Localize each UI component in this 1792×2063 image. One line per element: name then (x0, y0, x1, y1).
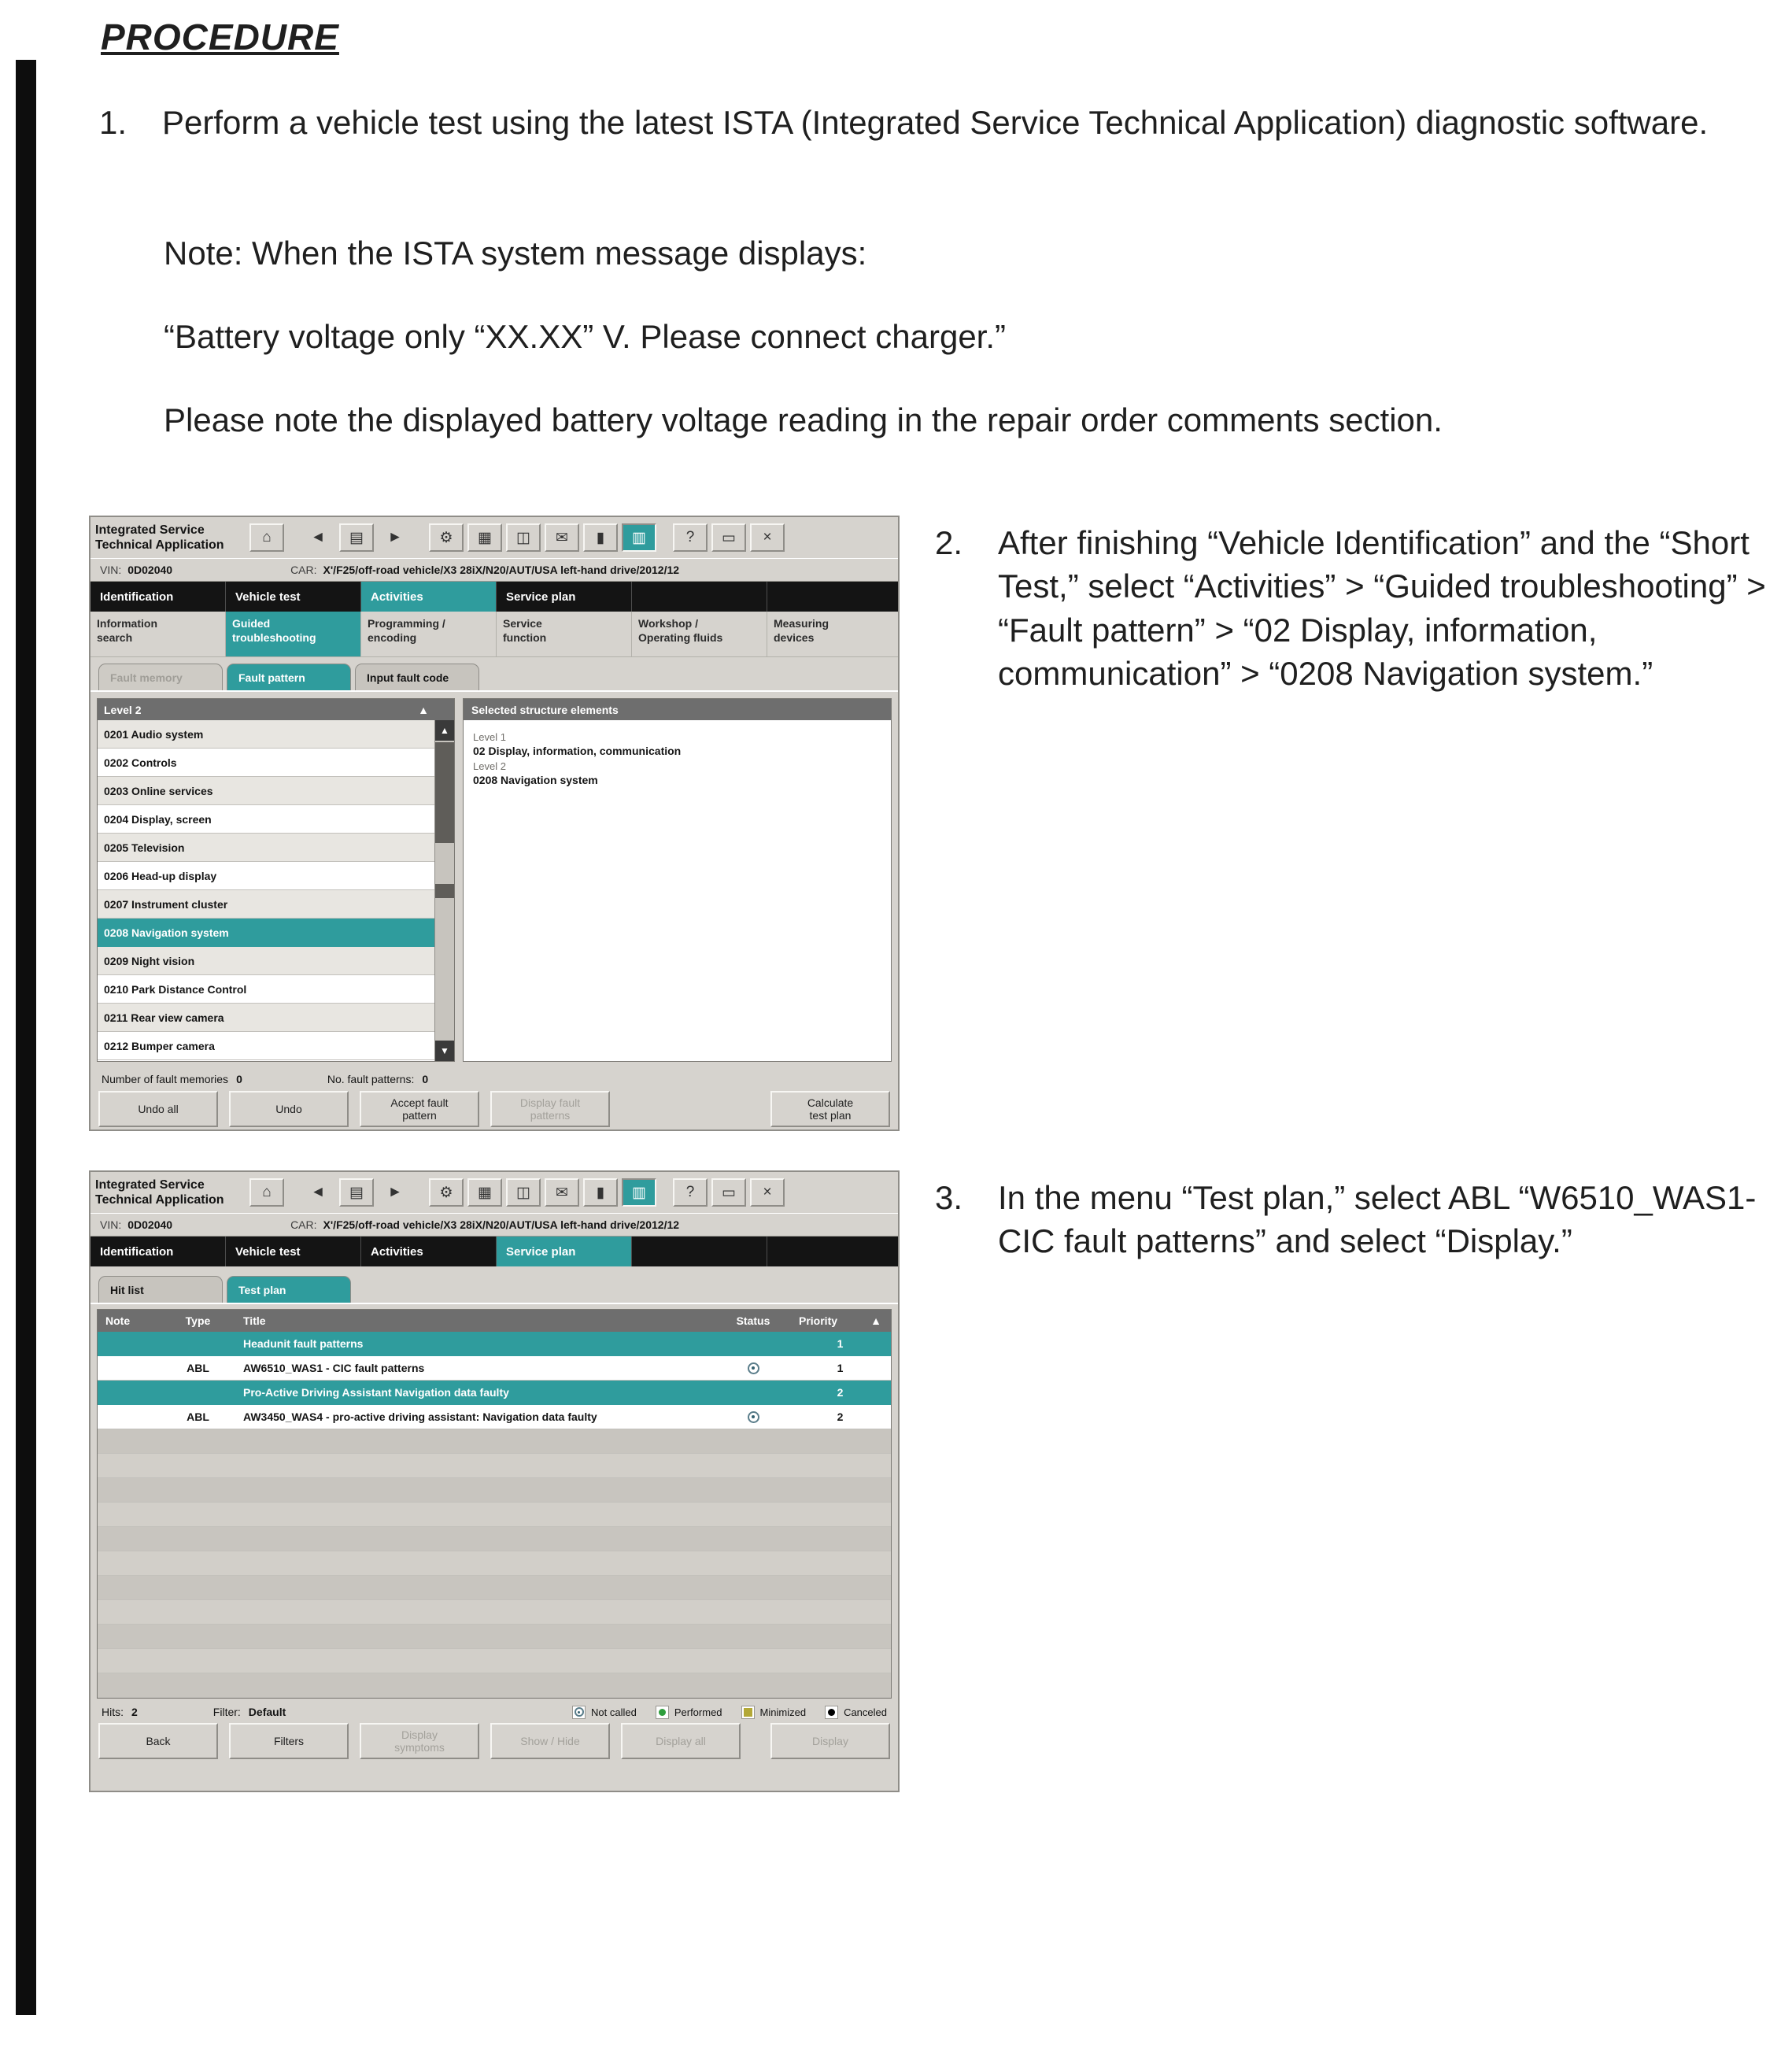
tab-fault-pattern[interactable]: Fault pattern (227, 664, 351, 690)
step-1 (99, 101, 1761, 144)
tab-guided-troubleshooting[interactable]: Guided troubleshooting (226, 612, 361, 656)
scroll-up-icon[interactable]: ▲ (435, 720, 454, 741)
test-plan-content (91, 1304, 898, 1702)
minimize-button[interactable] (711, 523, 746, 552)
list-item[interactable]: 0203 Online services (98, 777, 436, 805)
tab-service-plan[interactable]: Service plan (497, 582, 632, 612)
battery-button[interactable] (583, 523, 618, 552)
tab-empty (632, 582, 767, 612)
car-label: CAR: (290, 564, 317, 576)
connection-icon: ◫ (516, 529, 530, 546)
app-title-line1: Integrated Service (95, 1178, 205, 1192)
close-button[interactable] (750, 1178, 785, 1207)
help-icon: ? (685, 529, 695, 545)
table-row-empty (98, 1503, 891, 1527)
test-plan-table (97, 1309, 892, 1699)
hits-value: 2 (131, 1706, 138, 1718)
connection-button[interactable] (506, 523, 541, 552)
step-1-note-2: Please note the displayed battery voltage reading in the repair order comments section. (164, 401, 1443, 438)
close-icon: × (763, 1184, 772, 1200)
scrollbar-thumb[interactable] (435, 742, 454, 843)
measuring-devices-button[interactable] (622, 523, 656, 552)
window-titlebar (91, 1172, 898, 1213)
tab-vehicle-test[interactable]: Vehicle test (226, 1237, 361, 1266)
display-fault-patterns-button: Display fault patterns (490, 1091, 610, 1127)
table-row-empty (98, 1673, 891, 1698)
sub-tab-bar (91, 1273, 898, 1304)
fault-patterns-value: 0 (422, 1073, 429, 1085)
home-button[interactable] (249, 1178, 284, 1207)
legend-not-called: Not called (572, 1706, 637, 1719)
vehicle-button[interactable] (339, 523, 374, 552)
undo-button[interactable]: Undo (229, 1091, 349, 1127)
canceled-icon (825, 1706, 838, 1719)
spacer-strip (91, 1266, 898, 1273)
vehicle-info-bar (91, 558, 898, 582)
table-row-empty (98, 1527, 891, 1551)
battery-icon: ▮ (596, 1184, 605, 1201)
step-2-text: After finishing “Vehicle Identification” and the “Short Test,” select “Activities” > “Guided troubleshooting” > “Fault pattern” > “02 Display, information, communication” > “0208 Navigation system.” (998, 524, 1766, 693)
vin-label: VIN: (100, 564, 122, 576)
tab-vehicle-test[interactable]: Vehicle test (226, 582, 361, 612)
column-header-type[interactable]: Type (185, 1314, 211, 1327)
nav-forward-button[interactable] (378, 523, 412, 552)
step-1-quote: “Battery voltage only “XX.XX” V. Please connect charger.” (164, 318, 1006, 355)
minimize-icon: ▭ (722, 529, 736, 546)
help-icon: ? (685, 1184, 695, 1200)
table-row-empty (98, 1576, 891, 1600)
tab-identification[interactable]: Identification (91, 582, 226, 612)
action-button-row (91, 1090, 898, 1131)
fault-memories-label: Number of fault memories (102, 1073, 229, 1085)
level2-list-header[interactable] (98, 699, 454, 720)
selected-structure-panel (463, 698, 892, 1062)
fault-memories-value: 0 (236, 1073, 242, 1085)
show-hide-button: Show / Hide (490, 1723, 610, 1759)
column-header-note[interactable]: Note (105, 1314, 131, 1327)
battery-button[interactable] (583, 1178, 618, 1207)
tab-empty (632, 1237, 767, 1266)
list-item[interactable]: 0211 Rear view camera (98, 1004, 436, 1032)
status-not-called-icon (748, 1362, 759, 1374)
help-button[interactable] (673, 523, 708, 552)
sort-asc-icon[interactable]: ▲ (418, 703, 429, 716)
table-row-empty (98, 1478, 891, 1503)
arrow-left-icon: ◄ (310, 1184, 326, 1200)
table-row-abl-w6510[interactable]: ABL AW6510_WAS1 - CIC fault patterns 1 (98, 1356, 891, 1381)
column-header-title[interactable]: Title (243, 1314, 266, 1327)
list-item[interactable]: 0206 Head-up display (98, 862, 436, 890)
workshop-icon: ▦ (478, 529, 492, 546)
vin-value: 0D02040 (127, 1218, 173, 1231)
step-1-note: Note: When the ISTA system message displays: (164, 235, 867, 272)
list-item[interactable]: 0212 Bumper camera (98, 1032, 436, 1060)
tab-empty (767, 582, 900, 612)
battery-icon: ▮ (596, 529, 605, 546)
vin-value: 0D02040 (127, 564, 173, 576)
fault-patterns-label: No. fault patterns: (327, 1073, 415, 1085)
tab-empty (767, 1237, 900, 1266)
wrench-icon: ⚙ (439, 529, 453, 546)
arrow-right-icon: ► (387, 1184, 403, 1200)
list-item[interactable]: 0201 Audio system (98, 720, 436, 749)
page-title: PROCEDURE (101, 17, 339, 57)
counters-row (91, 1068, 898, 1090)
display-all-button: Display all (621, 1723, 741, 1759)
hits-label: Hits: (102, 1706, 124, 1718)
undo-all-button[interactable]: Undo all (98, 1091, 218, 1127)
step-3-text: In the menu “Test plan,” select ABL “W6510_WAS1-CIC fault patterns” and select “Display.” (998, 1179, 1757, 1260)
minimize-button[interactable] (711, 1178, 746, 1207)
status-legend (572, 1706, 887, 1719)
action-button-row (91, 1722, 898, 1765)
list-item[interactable]: 0202 Controls (98, 749, 436, 777)
vin-label: VIN: (100, 1218, 122, 1231)
mail-icon: ✉ (556, 1184, 568, 1201)
measuring-icon: ▥ (632, 1184, 646, 1201)
level1-label: Level 1 (473, 731, 506, 743)
wrench-icon: ⚙ (439, 1184, 453, 1201)
app-title (95, 1178, 249, 1207)
measuring-devices-button[interactable] (622, 1178, 656, 1207)
help-button[interactable] (673, 1178, 708, 1207)
step-2 (935, 521, 1786, 696)
table-row-empty (98, 1429, 891, 1454)
tab-measuring-devices[interactable]: Measuring devices (767, 612, 900, 656)
table-row-group-header[interactable]: Headunit fault patterns 1 (98, 1332, 891, 1356)
mail-icon: ✉ (556, 529, 568, 546)
tab-service-plan[interactable]: Service plan (497, 1237, 632, 1266)
minimized-icon (741, 1706, 755, 1719)
table-row-group-header[interactable]: Pro-Active Driving Assistant Navigation data faulty 2 (98, 1381, 891, 1405)
workshop-icon: ▦ (478, 1184, 492, 1201)
list-item[interactable]: 0209 Night vision (98, 947, 436, 975)
toolbar (249, 523, 785, 552)
filter-label: Filter: (212, 1706, 241, 1718)
connection-icon: ◫ (516, 1184, 530, 1201)
level2-list (97, 698, 455, 1062)
app-title (95, 523, 249, 553)
step-1-text: Perform a vehicle test using the latest ISTA (Integrated Service Technical Application) diagnostic software. (162, 104, 1709, 141)
sort-asc-icon: ▲ (870, 1314, 881, 1327)
tab-hit-list[interactable]: Hit list (98, 1276, 223, 1303)
ista-window-test-plan (89, 1170, 900, 1792)
list-item[interactable]: 0210 Park Distance Control (98, 975, 436, 1004)
level2-label: Level 2 (104, 703, 142, 716)
list-item[interactable]: 0205 Television (98, 834, 436, 862)
left-margin-bar (16, 60, 36, 2015)
wrench-button[interactable] (429, 523, 464, 552)
home-button[interactable] (249, 523, 284, 552)
table-header-row (98, 1310, 891, 1332)
tab-input-fault-code[interactable]: Input fault code (355, 664, 479, 690)
arrow-right-icon: ► (387, 529, 403, 545)
nav-back-button[interactable] (301, 523, 335, 552)
table-row-empty (98, 1649, 891, 1673)
measuring-icon: ▥ (632, 529, 646, 546)
connection-button[interactable] (506, 1178, 541, 1207)
vehicle-info-bar (91, 1213, 898, 1237)
workshop-button[interactable] (467, 1178, 502, 1207)
app-title-line2: Technical Application (95, 1193, 224, 1207)
nav-forward-button[interactable] (378, 1178, 412, 1207)
selected-structure-body (464, 720, 891, 794)
step-3-number: 3. (935, 1179, 963, 1216)
level2-label: Level 2 (473, 760, 506, 772)
tab-activities[interactable]: Activities (361, 1237, 497, 1266)
vehicle-doc-icon: ▤ (349, 1184, 364, 1201)
car-label: CAR: (290, 1218, 317, 1231)
step-3 (935, 1176, 1786, 1263)
scrollbar-marker (435, 884, 454, 898)
car-value: X'/F25/off-road vehicle/X3 28iX/N20/AUT/USA left-hand drive/2012/12 (323, 564, 680, 576)
level2-value: 0208 Navigation system (473, 774, 598, 786)
back-button[interactable]: Back (98, 1723, 218, 1759)
sub-tab-bar (91, 657, 898, 692)
legend-canceled: Canceled (825, 1706, 887, 1719)
tab-test-plan[interactable]: Test plan (227, 1276, 351, 1303)
accept-fault-pattern-button[interactable]: Accept fault pattern (360, 1091, 479, 1127)
level1-value: 02 Display, information, communication (473, 745, 682, 757)
performed-icon (656, 1706, 669, 1719)
filter-value: Default (248, 1706, 286, 1718)
close-icon: × (763, 529, 772, 545)
column-header-status[interactable]: Status (736, 1314, 770, 1327)
tab-identification[interactable]: Identification (91, 1237, 226, 1266)
app-title-line1: Integrated Service (95, 523, 205, 537)
tab-fault-memory: Fault memory (98, 664, 223, 690)
step-1-number: 1. (99, 104, 127, 141)
table-footer (91, 1702, 898, 1722)
vehicle-button[interactable] (339, 1178, 374, 1207)
activities-tab-bar (91, 612, 898, 657)
selected-structure-header: Selected structure elements (464, 699, 891, 720)
toolbar (249, 1178, 785, 1207)
table-row-empty (98, 1454, 891, 1478)
wrench-button[interactable] (429, 1178, 464, 1207)
vehicle-doc-icon: ▤ (349, 529, 364, 546)
tab-programming-encoding[interactable]: Programming / encoding (361, 612, 497, 656)
table-row-abl-w3450[interactable]: ABL AW3450_WAS4 - pro-active driving assistant: Navigation data faulty 2 (98, 1405, 891, 1429)
mail-button[interactable] (545, 1178, 579, 1207)
legend-performed: Performed (656, 1706, 722, 1719)
ista-window-fault-pattern (89, 516, 900, 1131)
minimize-icon: ▭ (722, 1184, 736, 1201)
nav-back-button[interactable] (301, 1178, 335, 1207)
scroll-down-icon[interactable]: ▼ (435, 1041, 454, 1061)
list-item[interactable]: 0204 Display, screen (98, 805, 436, 834)
column-header-priority[interactable]: Priority ▲ (799, 1314, 881, 1327)
display-button[interactable]: Display (770, 1723, 890, 1759)
list-item-selected[interactable]: 0208 Navigation system (98, 919, 436, 947)
main-tab-bar (91, 1237, 898, 1266)
mail-button[interactable] (545, 523, 579, 552)
table-row-empty (98, 1625, 891, 1649)
arrow-left-icon: ◄ (310, 529, 326, 545)
workshop-button[interactable] (467, 523, 502, 552)
table-row-empty (98, 1551, 891, 1576)
list-scrollbar[interactable] (434, 720, 454, 1061)
tab-activities[interactable]: Activities (361, 582, 497, 612)
app-title-line2: Technical Application (95, 538, 224, 552)
fault-pattern-content (91, 692, 898, 1068)
home-icon: ⌂ (262, 529, 272, 545)
table-row-empty (98, 1600, 891, 1625)
calculate-test-plan-button[interactable]: Calculate test plan (770, 1091, 890, 1127)
close-button[interactable] (750, 523, 785, 552)
window-titlebar (91, 517, 898, 558)
car-value: X'/F25/off-road vehicle/X3 28iX/N20/AUT/USA left-hand drive/2012/12 (323, 1218, 680, 1231)
list-item[interactable]: 0207 Instrument cluster (98, 890, 436, 919)
tab-workshop-operating-fluids[interactable]: Workshop / Operating fluids (632, 612, 767, 656)
filters-button[interactable]: Filters (229, 1723, 349, 1759)
tab-service-function[interactable]: Service function (497, 612, 632, 656)
main-tab-bar (91, 582, 898, 612)
home-icon: ⌂ (262, 1184, 272, 1200)
step-2-number: 2. (935, 524, 963, 561)
status-not-called-icon (748, 1411, 759, 1423)
display-symptoms-button: Display symptoms (360, 1723, 479, 1759)
not-called-icon (572, 1706, 586, 1719)
legend-minimized: Minimized (741, 1706, 807, 1719)
tab-information-search[interactable]: Information search (91, 612, 226, 656)
